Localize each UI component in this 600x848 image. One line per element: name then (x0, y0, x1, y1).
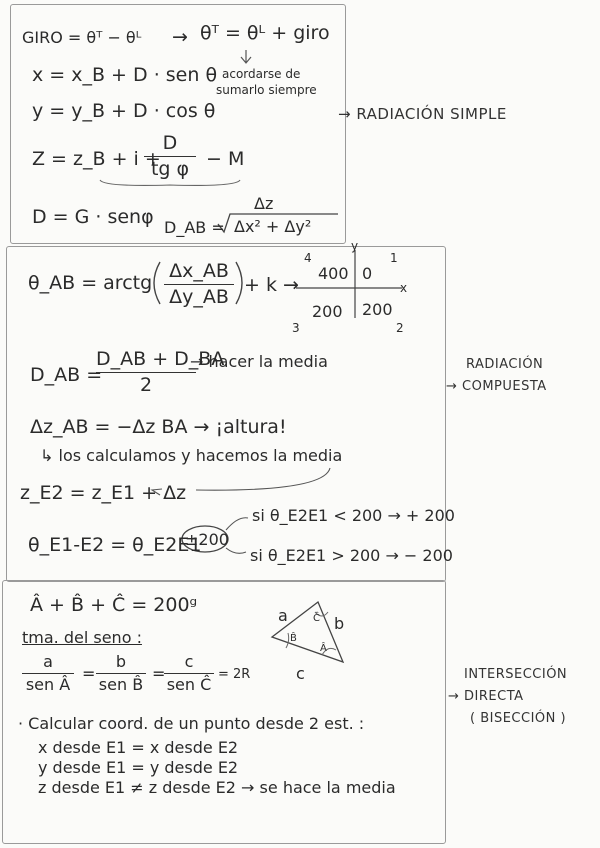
hacer-la-media-note: → hacer la media (190, 352, 328, 371)
triangle-side-b: b (334, 614, 345, 633)
fraction-bar (96, 372, 196, 373)
theta-ab-rhs: + k → (244, 274, 299, 296)
quadrant-value-400: 400 (318, 264, 349, 283)
note-sumarlo: sumarlo siempre (216, 83, 317, 97)
fraction-bar (144, 156, 196, 157)
x-desde-line: x desde E1 = x desde E2 (38, 738, 239, 757)
dab-lhs: D_AB = (164, 218, 225, 237)
fraction-bar (96, 673, 146, 674)
sine-fraction-c (164, 654, 214, 693)
calculamos-media-note: ↳ los calculamos y hacemos la media (40, 446, 343, 465)
dab-radicand: Δx² + Δy² (234, 217, 312, 236)
label-compuesta: → COMPUESTA (446, 379, 547, 394)
z-fraction (144, 134, 196, 179)
triangle-side-c: c (296, 664, 305, 683)
delta-z-ab-equation: Δz_AB = −Δz BA → ¡altura! (30, 416, 287, 438)
condition-less-200: si θ_E2E1 < 200 → + 200 (252, 506, 455, 525)
triangle-angle-a: Â (320, 643, 327, 654)
plus-minus-200: ±200 (185, 530, 229, 549)
axis-y-label: y (351, 239, 359, 253)
quadrant-value-200-left: 200 (312, 302, 343, 321)
arctg-numerator: Δx_AB (169, 260, 229, 282)
label-radiacion: RADIACIÓN (466, 357, 544, 372)
condition-greater-200: si θ_E2E1 > 200 → − 200 (250, 546, 453, 565)
giro-arrow: → (172, 26, 188, 48)
z-fraction-numerator: D (162, 132, 178, 154)
y-desde-line: y desde E1 = y desde E2 (38, 758, 239, 777)
y-equation: y = y_B + D · cos θ (32, 100, 216, 122)
sine-fraction-b-denominator: sen B̂ (98, 675, 144, 694)
quadrant-4-label: 4 (304, 251, 312, 265)
triangle-side-a: a (278, 606, 288, 625)
dab-media-fraction (96, 348, 225, 396)
x-equation: x = x_B + D · sen θ (32, 64, 218, 86)
arctg-denominator: Δy_AB (169, 286, 229, 308)
fraction-bar (164, 284, 234, 285)
fraction-bar (22, 673, 74, 674)
calcular-coord-note: · Calcular coord. de un punto desde 2 est. : (18, 714, 365, 733)
z-fraction-denominator: tg φ (150, 158, 190, 180)
fraction-bar (164, 673, 214, 674)
label-biseccion: ( BISECCIÓN ) (470, 711, 567, 726)
z-equation-left: Z = z_B + i + (32, 148, 161, 170)
z-equation-right: − M (206, 148, 245, 170)
quadrant-value-0: 0 (362, 264, 373, 283)
axis-x-label: x (400, 281, 408, 295)
theta-e1e2-lhs: θ_E1-E2 = θ_E2E1 (28, 534, 202, 556)
sine-fraction-a-numerator: a (43, 652, 53, 671)
sine-fraction-a (22, 654, 74, 693)
equals-2r: = 2R (218, 667, 251, 682)
d-equation: D = G · senφ (32, 206, 154, 228)
triangle-angle-c: Ĉ (313, 613, 320, 624)
dab-media-denominator: 2 (139, 374, 153, 396)
label-directa: → DIRECTA (448, 689, 524, 704)
quadrant-3-label: 3 (292, 321, 300, 335)
equals-sign: = (152, 664, 166, 683)
quadrant-value-200-right: 200 (362, 300, 393, 319)
giro-equation: GIRO = θᵀ − θᴸ (22, 28, 142, 47)
theta-t-equation: θᵀ = θᴸ + giro (200, 22, 330, 44)
quadrant-2-label: 2 (396, 321, 404, 335)
theta-ab-lhs: θ_AB = arctg (28, 272, 153, 294)
sine-fraction-b (96, 654, 146, 693)
equals-sign: = (82, 664, 96, 683)
teorema-seno-title: tma. del seno : (22, 628, 142, 647)
note-acordarse: acordarse de (222, 67, 301, 81)
dab-media-lhs: D_AB = (30, 364, 103, 386)
sine-fraction-a-denominator: sen Â (25, 675, 71, 694)
angle-sum-equation: Â + B̂ + Ĉ = 200ᵍ (30, 594, 198, 616)
dab-media-numerator: D_AB + D_BA (96, 348, 225, 370)
label-interseccion: INTERSECCIÓN (464, 667, 568, 682)
arctg-fraction (164, 262, 234, 307)
sine-fraction-c-denominator: sen Ĉ (166, 675, 212, 694)
z-e2-equation: z_E2 = z_E1 + Δz (20, 482, 187, 504)
quadrant-1-label: 1 (390, 251, 398, 265)
triangle-angle-b: B̂ (290, 633, 297, 644)
delta-z-label: Δz (254, 194, 274, 213)
sine-fraction-c-numerator: c (184, 652, 194, 671)
z-desde-line: z desde E1 ≠ z desde E2 → se hace la media (38, 778, 396, 797)
sine-fraction-b-numerator: b (115, 652, 127, 671)
label-radiacion-simple: → RADIACIÓN SIMPLE (338, 105, 507, 123)
